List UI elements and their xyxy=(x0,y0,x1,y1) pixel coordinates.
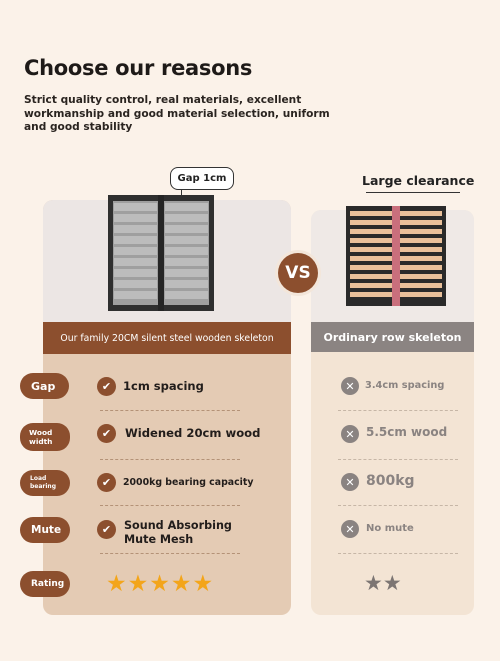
star-icon: ★ xyxy=(106,571,128,597)
row-label-wood-width: Wood width xyxy=(20,423,70,451)
row-label-load-bearing: Load bearing xyxy=(20,470,70,496)
cross-icon: ✕ xyxy=(341,520,359,538)
star-icon: ★ xyxy=(364,571,383,595)
right-row-wood-text: 5.5cm wood xyxy=(366,425,448,439)
row-divider xyxy=(338,410,458,411)
check-icon: ✔ xyxy=(97,424,116,443)
page-subtitle: Strict quality control, real materials, excellent workmanship and good material selection, uniform and good stability xyxy=(24,94,330,133)
right-star-rating xyxy=(364,571,402,595)
left-row-gap-text: 1cm spacing xyxy=(123,379,204,393)
row-label-gap: Gap xyxy=(20,373,69,399)
callout-underline xyxy=(366,192,460,193)
left-row-wood-text: Widened 20cm wood xyxy=(125,426,261,440)
check-icon: ✔ xyxy=(97,520,116,539)
left-row-mute-text: Sound Absorbing Mute Mesh xyxy=(124,519,232,546)
row-divider xyxy=(338,505,458,506)
cross-icon: ✕ xyxy=(341,473,359,491)
right-banner: Ordinary row skeleton xyxy=(311,322,474,352)
row-divider xyxy=(100,410,240,411)
large-clearance-text: Large clearance xyxy=(362,173,475,188)
row-label-rating: Rating xyxy=(20,571,70,597)
left-banner: Our family 20CM silent steel wooden skeleton xyxy=(43,322,291,354)
row-divider xyxy=(100,553,240,554)
row-label-mute: Mute xyxy=(20,517,70,543)
row-divider xyxy=(338,553,458,554)
star-icon: ★ xyxy=(127,571,150,597)
check-icon: ✔ xyxy=(97,473,116,492)
star-icon: ★ xyxy=(170,571,193,597)
right-row-mute-text: No mute xyxy=(366,523,414,534)
vs-badge: VS xyxy=(278,253,318,293)
gap-callout xyxy=(170,167,234,190)
page-title: Choose our reasons xyxy=(24,56,253,80)
right-row-gap-text: 3.4cm spacing xyxy=(365,380,445,391)
right-row-load-text: 800kg xyxy=(366,473,415,489)
star-icon: ★ xyxy=(192,571,215,597)
cross-icon: ✕ xyxy=(341,425,359,443)
large-clearance-callout xyxy=(362,173,474,188)
left-row-load-text: 2000kg bearing capacity xyxy=(123,477,254,488)
row-divider xyxy=(100,459,240,460)
left-star-rating xyxy=(106,571,214,597)
star-icon: ★ xyxy=(382,571,402,595)
check-icon: ✔ xyxy=(97,377,116,396)
cross-icon: ✕ xyxy=(341,377,359,395)
ordinary-row-frame-image xyxy=(346,206,446,306)
row-divider xyxy=(338,459,458,460)
star-icon: ★ xyxy=(149,571,171,597)
steel-wood-frame-image xyxy=(108,195,214,311)
gap-callout-text: Gap 1cm xyxy=(177,173,227,184)
row-divider xyxy=(100,505,240,506)
